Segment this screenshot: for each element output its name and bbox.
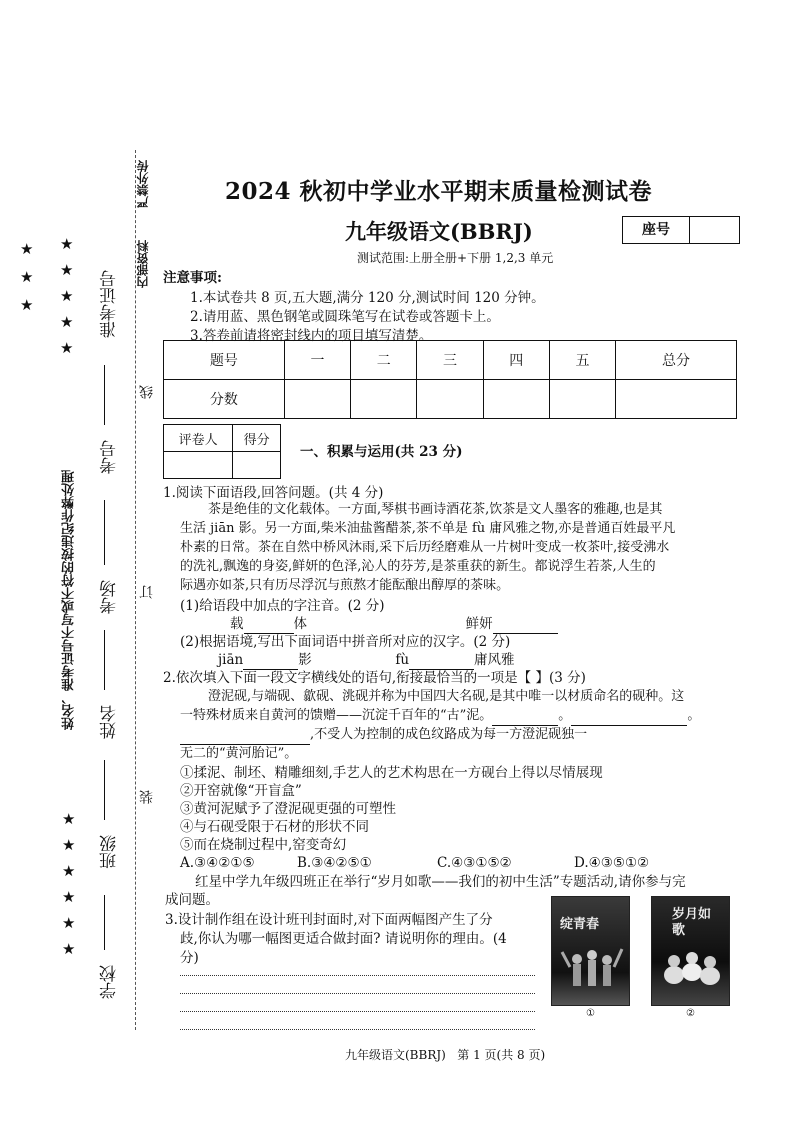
cover1-caption: 绽青春	[560, 917, 600, 932]
cover1-label: ①	[586, 1008, 595, 1019]
stars-top-mid: ★ ★ ★ ★ ★	[60, 235, 74, 357]
notice-item: 2.请用蓝、黑色钢笔或圆珠笔写在试卷或答题卡上。	[190, 309, 500, 325]
q2-para-line: 一特殊材质来自黄河的馈赠——沉淀千百年的“古”泥。 。 。	[180, 706, 700, 726]
q1-sub1-answers	[230, 614, 558, 634]
q1-sub2: (2)根据语境,写出下面词语中拼音所对应的汉字。(2 分)	[180, 634, 511, 650]
q3-stem: 分)	[180, 950, 199, 966]
answer-blank[interactable]	[571, 725, 687, 726]
seal-ding: 订	[139, 585, 155, 599]
activity-intro: 成问题。	[165, 892, 219, 908]
score-table	[163, 340, 737, 419]
cover2-caption: 岁月如歌	[672, 907, 712, 938]
score-head: 二	[351, 341, 417, 380]
q3-stem: 3.设计制作组在设计班刊封面时,对下面两幅图产生了分	[165, 912, 493, 928]
choice-a[interactable]: A.③④②①⑤	[180, 855, 255, 871]
choice-d[interactable]: D.④③⑤①②	[574, 855, 650, 871]
seal-warning: 姓名、准考证号不写或不符的按违纪作弊处理	[62, 470, 77, 730]
answer-line[interactable]	[180, 975, 535, 976]
q2-option: ①揉泥、制坯、精雕细刻,手艺人的艺术构思在一方砚台上得以尽情展现	[180, 765, 603, 781]
q2-para-line: ,不受人为控制的成色纹路成为每一方澄泥砚独一	[180, 725, 587, 745]
pinyin-fu: fù	[395, 652, 410, 668]
page-title: 2024 秋初中学业水平期末质量检测试卷	[225, 178, 653, 205]
field-school: 学校	[100, 965, 120, 999]
confidential-label: 严禁外传	[136, 160, 150, 208]
answer-line[interactable]	[180, 993, 535, 994]
notice-heading: 注意事项:	[163, 270, 222, 286]
score-cell[interactable]	[284, 380, 350, 419]
internal-label: 内部资料	[136, 240, 150, 288]
test-scope: 测试范围:上册全册+下册 1,2,3 单元	[357, 251, 554, 265]
grade-cell[interactable]	[233, 452, 281, 479]
score-cell[interactable]	[616, 380, 737, 419]
q2-option: ②开窑就像“开盲盒”	[180, 783, 302, 799]
q1-para-line: 朴素的日常。茶在自然中桥风沐雨,采下后历经磨难从一片树叶变成一枚茶叶,接受沸水	[180, 540, 670, 555]
word-ti: 体	[293, 616, 307, 632]
cover-image-2	[651, 896, 730, 1006]
score-cell[interactable]	[483, 380, 549, 419]
q1-sub1: (1)给语段中加点的字注音。(2 分)	[180, 598, 385, 614]
q1-para-line: 际遇亦如茶,只有历尽浮沉与煎熬才能酝酿出醇厚的茶味。	[180, 578, 510, 593]
grader-label: 评卷人	[164, 425, 233, 452]
answer-line[interactable]	[180, 1011, 535, 1012]
q1-para-line: 生活 jiān 影。另一方面,柴米油盐酱醋茶,茶不单是 fù 庸风雅之物,亦是普通百姓最平凡	[180, 521, 676, 536]
word-yongfengya: 庸风雅	[474, 652, 515, 668]
notice-item: 1.本试卷共 8 页,五大题,满分 120 分,测试时间 120 分钟。	[190, 290, 545, 306]
q2-para-text: 不受人为控制的成色纹路成为每一方澄泥砚独一	[314, 727, 588, 742]
q1-sub2-answers	[218, 650, 515, 670]
word-xianyan: 鲜妍	[465, 616, 493, 632]
choice-b[interactable]: B.③④②⑤①	[297, 855, 372, 871]
notice-item: 3.答卷前请将密封线内的项目填写清楚。	[190, 328, 433, 344]
q1-para-line: 茶是绝佳的文化载体。一方面,琴棋书画诗酒花茶,饮茶是文人墨客的雅趣,也是其	[208, 502, 663, 517]
grade-label: 得分	[233, 425, 281, 452]
stars-bottom: ★ ★ ★ ★ ★ ★	[62, 810, 76, 958]
cover2-figures	[652, 897, 729, 1005]
cover-image-1	[551, 896, 630, 1006]
score-head: 四	[483, 341, 549, 380]
grader-cell[interactable]	[164, 452, 233, 479]
score-cell[interactable]	[549, 380, 615, 419]
field-class: 班级	[100, 835, 120, 869]
q2-stem: 2.依次填入下面一段文字横线处的语句,衔接最恰当的一项是【 】(3 分)	[163, 670, 586, 686]
stars-top-left: ★ ★ ★	[20, 240, 34, 314]
answer-line[interactable]	[180, 1029, 535, 1030]
score-cell[interactable]	[417, 380, 483, 419]
score-head: 题号	[164, 341, 285, 380]
seat-label: 座号	[623, 217, 690, 243]
score-cell[interactable]	[351, 380, 417, 419]
q1-para-line: 的洗礼,飘逸的身姿,鲜妍的色泽,沁人的芬芳,是茶重获的新生。都说浮生若茶,人生的	[180, 559, 656, 574]
q2-para-line: 澄泥砚,与端砚、歙砚、洮砚并称为中国四大名砚,是其中唯一以材质命名的砚种。这	[208, 689, 685, 704]
score-row-label: 分数	[164, 380, 285, 419]
cover1-figures	[552, 897, 629, 1005]
q2-option: ⑤而在烧制过程中,窑变奇幻	[180, 837, 347, 853]
word-zai: 载	[230, 616, 244, 632]
section-heading: 一、积累与运用(共 23 分)	[300, 444, 463, 460]
score-head: 总分	[616, 341, 737, 380]
pinyin-jian: jiān	[218, 652, 244, 668]
field-ticket-no: 准考证号	[100, 270, 120, 338]
score-head: 一	[284, 341, 350, 380]
score-head: 三	[417, 341, 483, 380]
word-ying: 影	[298, 652, 312, 668]
q2-option: ③黄河泥赋予了澄泥砚更强的可塑性	[180, 801, 396, 817]
grader-table	[163, 424, 281, 479]
choice-c[interactable]: C.④③①⑤②	[437, 855, 512, 871]
field-room: 考场	[100, 580, 120, 614]
q1-stem: 1.阅读下面语段,回答问题。(共 4 分)	[163, 485, 384, 501]
q3-stem: 歧,你认为哪一幅图更适合做封面? 请说明你的理由。(4	[180, 931, 507, 947]
seal-xian: 线	[139, 385, 155, 399]
cover2-label: ②	[686, 1008, 695, 1019]
seat-number-box	[622, 216, 740, 244]
field-name: 姓名	[100, 705, 120, 739]
q2-para-text: 一特殊材质来自黄河的馈赠——沉淀千百年的“古”泥。	[180, 708, 493, 723]
q2-choices	[180, 853, 649, 873]
page-subtitle: 九年级语文(BBRJ)	[345, 219, 533, 244]
seal-zhuang: 装	[139, 790, 155, 804]
q2-option: ④与石砚受限于石材的形状不同	[180, 819, 369, 835]
field-exam-no: 考号	[100, 440, 120, 474]
q2-para-line: 无二的“黄河胎记”。	[180, 746, 298, 761]
page-footer: 九年级语文(BBRJ) 第 1 页(共 8 页)	[345, 1048, 546, 1062]
score-head: 五	[549, 341, 615, 380]
activity-intro: 红星中学九年级四班正在举行“岁月如歌——我们的初中生活”专题活动,请你参与完	[195, 874, 686, 890]
